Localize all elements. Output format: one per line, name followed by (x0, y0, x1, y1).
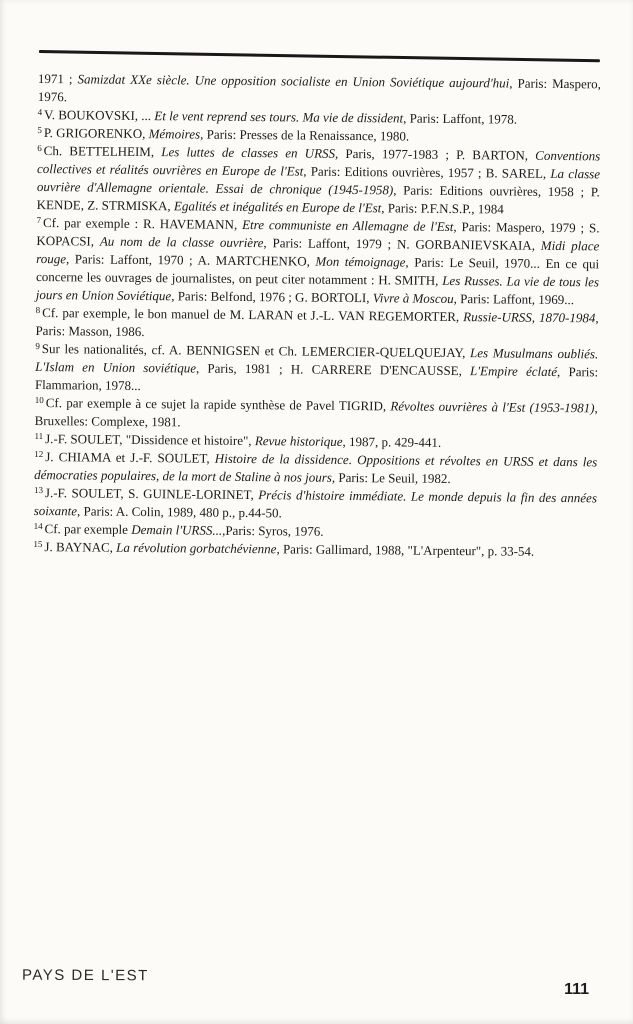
running-title: PAYS DE L'EST (21, 966, 149, 985)
work-title: La révolution gorbatchévienne (116, 539, 277, 557)
work-title: Conventions collectives et réalités ouvrières en Europe de l'Est (36, 147, 601, 179)
footnote-marker: 10 (34, 394, 44, 406)
work-title: Les Russes. La vie de tous les jours en Union Soviétique (35, 272, 600, 304)
footnote-marker: 14 (33, 520, 43, 532)
work-title: Vivre à Moscou (372, 290, 454, 307)
page-number: 111 (564, 981, 589, 998)
footnote-marker: 5 (37, 124, 42, 136)
citation-text: , Paris: Maspero, 1979 ; S. KOPACSI, (36, 218, 600, 249)
work-title: Etre communiste en Allemagne de l'Est (242, 216, 454, 234)
citation-text: , Paris: Le Seuil, 1970... En ce qui concerne les ouvrages de journalistes, on peut citer notamment : H. SMITH, (35, 254, 600, 288)
citation-text: , Paris: Editions ouvrières, 1958 ; P. KENDE, Z. STRMISKA, (36, 182, 600, 214)
footnote-marker: 8 (35, 304, 41, 316)
work-title: Mémoires (148, 126, 201, 142)
citation-text: , 1987, p. 429-441. (342, 433, 442, 450)
citation-text: , Paris: Maspero, 1976. (37, 75, 601, 105)
citation-text: J.-F. SOULET, S. GUINLE-LORINET, (44, 485, 259, 503)
citation-text: Cf. par exemple à ce sujet la rapide synthèse de Pavel TIGRID, (45, 395, 391, 414)
work-title: Révoltes ouvrières à l'Est (1953-1981) (390, 398, 595, 416)
work-title: Précis d'histoire immédiate. Le monde depuis la fin des années soixante (33, 487, 598, 519)
work-title: Les luttes de classes en URSS (161, 144, 336, 161)
citation-text: Ch. BETTELHEIM, (43, 143, 162, 160)
citation-text: P. GRIGORENKO, (43, 125, 149, 142)
footnote-marker: 12 (34, 448, 44, 460)
footnote (36, 214, 600, 309)
citation-text: V. BOUKOVSKI, ... (44, 107, 155, 124)
citation-text: Cf. par exemple (44, 521, 132, 537)
footnote (35, 394, 598, 435)
work-title: Samizdat XXe siècle. Une opposition socialiste en Union Soviétique aujourd'hui (77, 71, 510, 91)
footnote (34, 448, 597, 489)
citation-text: J.-F. SOULET, "Dissidence et histoire", (45, 431, 255, 449)
citation-text: , Bruxelles: Complexe, 1981. (34, 400, 598, 430)
citation-text: , Paris: Editions ouvrières, 1957 ; B. SAREL, (303, 163, 551, 181)
citation-text: , Paris: P.F.N.S.P., 1984 (381, 200, 504, 217)
footnote-marker: 6 (37, 142, 42, 154)
citation-text: , Paris: Laffont, 1979 ; N. GORBANIEVSKAIA, (263, 235, 541, 253)
footnote-marker: 15 (33, 538, 43, 550)
citation-text: Sur les nationalités, cf. A. BENNIGSEN et Ch. LEMERCIER-QUELQUEJAY, (41, 341, 471, 361)
work-title: Russie-URSS, 1870-1984 (463, 309, 596, 326)
citation-text: , Paris, 1977-1983 ; P. BARTON, (334, 145, 536, 163)
footnote-marker: 11 (34, 430, 44, 442)
citation-text: , Paris: Flammarion, 1978... (34, 363, 599, 394)
citation-text: , Paris: Belfond, 1976 ; G. BORTOLI, (171, 288, 373, 306)
work-title: Au nom de la classe ouvrière (99, 233, 264, 251)
footnote-marker: 4 (37, 106, 43, 118)
citation-text: Cf. par exemple : R. HAVEMANN, (42, 215, 243, 232)
footnote-marker: 7 (36, 214, 42, 226)
citation-text: , Paris, 1981 ; H. CARRERE D'ENCAUSSE, (195, 360, 471, 379)
work-title: Mon témoignage (315, 253, 406, 270)
citation-text: 1971 ; (37, 70, 78, 87)
footnote (37, 142, 601, 219)
footnote-marker: 9 (35, 340, 40, 352)
citation-text: , Paris: Le Seuil, 1982. (331, 469, 451, 486)
citation-text: , Paris: Laffont, 1970 ; A. MARTCHENKO, (65, 251, 316, 269)
citation-text: Cf. par exemple, le bon manuel de M. LARAN et J.-L. VAN REGEMORTER, (42, 305, 464, 325)
citation-text: ,Paris: Syros, 1976. (222, 522, 324, 539)
work-title: Histoire de la dissidence. Oppositions et révoltes en URSS et dans les démocraties populaires, de la mort de Staline à nos jours (34, 450, 598, 485)
footnote (35, 340, 598, 399)
footnote (35, 304, 598, 345)
work-title: Midi place rouge (36, 237, 600, 267)
citation-text: , Paris: Laffont, 1978. (403, 110, 518, 127)
work-title: La classe ouvrière d'Allemagne orientale. Essai de chronique (1945-1958) (36, 165, 601, 198)
work-title: Revue historique (254, 433, 343, 449)
citation-text: , Paris: Presses de la Renaissance, 1980. (200, 126, 410, 144)
work-title: Egalités et inégalités en Europe de l'Est (173, 198, 382, 216)
citation-text: J. CHIAMA et J.-F. SOULET, (45, 449, 215, 466)
work-title: Les Musulmans oubliés. L'Islam en Union soviétique (35, 345, 599, 376)
work-title: Demain l'URSS... (131, 521, 223, 538)
footnote (34, 484, 597, 525)
footnotes-block (33, 70, 601, 561)
citation-text: , Paris: A. Colin, 1989, 480 p., p.44-50. (77, 503, 282, 521)
citation-text: J. BAYNAC, (44, 539, 117, 555)
work-title: Et le vent reprend ses tours. Ma vie de dissident (154, 108, 404, 126)
top-rule-divider (39, 50, 600, 62)
citation-text: , Paris: Laffont, 1969... (453, 291, 575, 308)
citation-text: , Paris: Masson, 1986. (35, 310, 599, 340)
footnote-marker: 13 (33, 484, 44, 496)
footnote (38, 70, 601, 111)
work-title: L'Empire éclaté (469, 363, 558, 379)
citation-text: , Paris: Gallimard, 1988, "L'Arpenteur", p. 33-54. (276, 541, 535, 559)
